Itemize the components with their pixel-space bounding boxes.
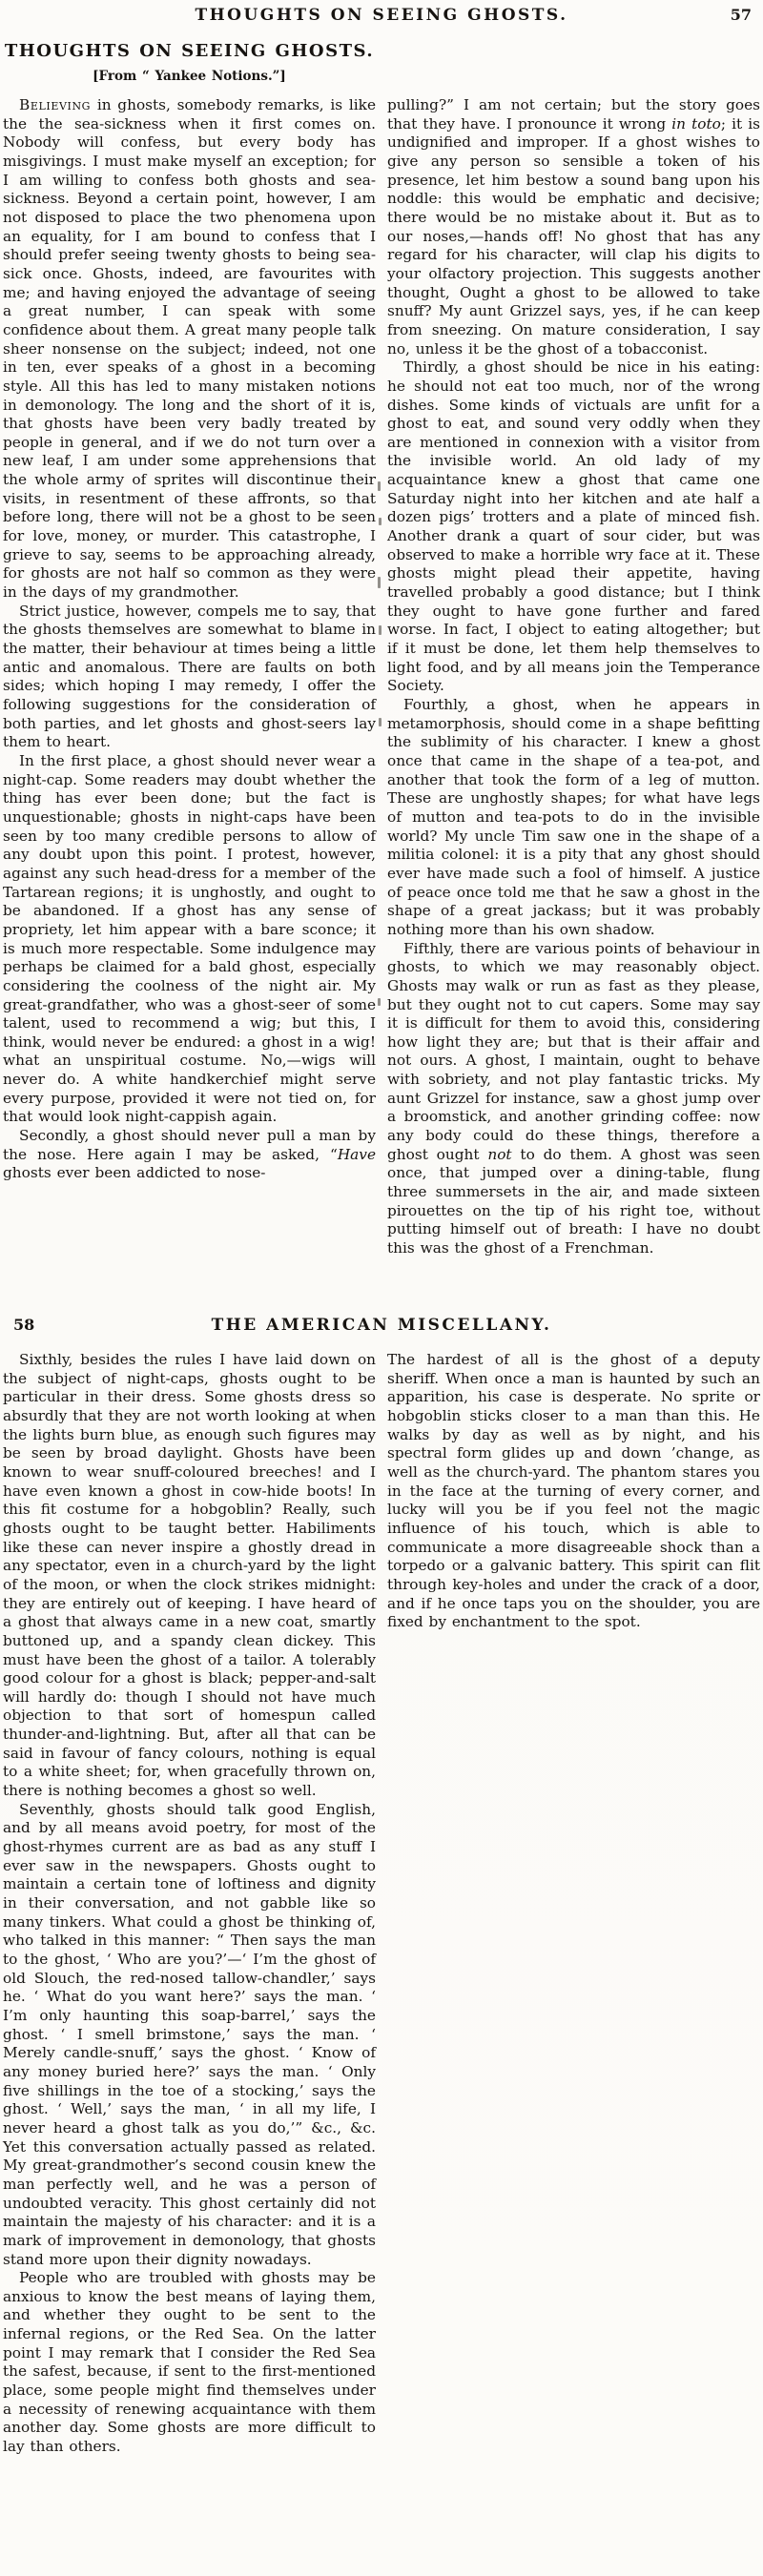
running-head [0,1273,763,1336]
source-attribution: [From “ Yankee Notions.”] [93,69,286,84]
paragraph: The hardest of all is the ghost of a deputy sheriff. When once a man is haunted by such an apparition, his case is desperate. No sprite or hobgoblin sticks closer to a man than this. He walks by day as well as by night, and his spectral form glides up and down ’change, as well as the church-yard. The phantom stares you in the face at the turning of every corner, and lucky will you be if you feel not the magic influence of his touch, which is able to communicate a more disagreeable shock than a torpedo or a galvanic battery. This spirit can flit through key-holes and under the crack of a door, and if he once taps you on the shoulder, you are fixed by enchantment to the spot. [387,1351,760,1631]
scan-artifact [379,718,382,726]
article-title: THOUGHTS ON SEEING GHOSTS. [4,41,375,61]
paragraph: In the first place, a ghost should never wear a night-cap. Some readers may doubt whether the thing has ever been done; but the fact is unquestionable; ghosts in night-caps have been seen by too many credible persons to allow of any doubt upon this point. I protest, however, against any such head-dress for a member of the Tartarean regions; it is unghostly, and ought to be abandoned. If a ghost has any sense of propriety, let him appear with a bare sconce; it is much more respectable. Some indulgence may perhaps be claimed for a bald ghost, especially considering the coolness of the night air. My great-grandfather, who was a ghost-seer of some talent, used to recommend a wig; but this, I think, would never be endured: a ghost in a wig! what an unspiritual costume. No,—wigs will never do. A white handkerchief might serve every purpose, provided it were not tied on, for that would look night-cappish again. [3,751,376,1126]
paragraph: pulling?” I am not certain; but the story goes that they have. I pronounce it wrong in toto; it is undignified and improper. If a ghost wishes to give any person so sensible a token of his presence, let him bestow a sound bang upon his noddle: this would be emphatic and decisive; there would be no mistake about it. But as to our noses,—hands off! No ghost that has any regard for his character, will clap his digits to your olfactory projection. This suggests another thought, Ought a ghost to be allowed to take snuff? My aunt Grizzel says, yes, if he can keep from sneezing. On mature consideration, I say no, unless it be the ghost of a tobacconist. [387,96,760,358]
column-text [387,96,760,1258]
paragraph: Thirdly, a ghost should be nice in his eating: he should not eat too much, nor of the wrong dishes. Some kinds of victuals are unfit for a ghost to eat, and sound very oddly when they are mentioned in connexion with a visitor from the invisible world. An old lady of my acquaintance knew a ghost that came one Saturday night into her kitchen and ate half a dozen pigs’ trotters and a plate of minced fish. Another drank a quart of sour cider, but was observed to make a horrible wry face at it. These ghosts might plead their appetite, having travelled probably a good distance; but I think they ought to have gone further and fared worse. In fact, I object to eating altogether; but if it must be done, let them help themselves to light food, and by all means join the Temperance Society. [387,358,760,695]
running-head-title: THOUGHTS ON SEEING GHOSTS. [195,6,568,25]
running-head [0,0,763,26]
page-58 [0,1273,763,2576]
page-57 [0,0,763,1273]
page-number: 57 [730,6,752,24]
paragraph: People who are troubled with ghosts may be anxious to know the best means of laying them, and whether they ought to be sent to the infernal regions, or the Red Sea. On the latter point I may remark that I consider the Red Sea the safest, because, if sent to the first-mentioned place, some people might find themselves under a necessity of renewing acquaintance with them another day. Some ghosts are more difficult to lay than others. [3,2269,376,2456]
paragraph: Strict justice, however, compels me to say, that the ghosts themselves are somewhat to blame in the matter, their behaviour at times being a little antic and anomalous. There are faults on both sides; which hoping I may remedy, I offer the following suggestions for the consideration of both parties, and let ghosts and ghost-seers lay them to heart. [3,602,376,751]
right-column [387,1351,760,2457]
column-text [3,96,376,1183]
scan-artifact [379,518,382,525]
paragraph: Secondly, a ghost should never pull a man by the nose. Here again I may be asked, “Have ghosts ever been addicted to nose- [3,1127,376,1182]
scan-artifact [378,577,381,588]
scan-artifact [379,625,382,635]
paragraph: Fifthly, there are various points of behaviour in ghosts, to which we may reasonably object. Ghosts may walk or run as fast as they please, but they ought not to cut capers. Some may say it is difficult for them to avoid this, considering how light they are; but that is their affair and not ours. A ghost, I maintain, ought to behave with sobriety, and not play fantastic tricks. My aunt Grizzel for instance, saw a ghost jump over a broomstick, and another grinding coffee: now any body could do these things, therefore a ghost ought not to do them. A ghost was seen once, that jumped over a dining-table, flung three summersets in the air, and made sixteen pirouettes on the tip of his right toe, without putting himself out of breath: I have no doubt this was the ghost of a Frenchman. [387,939,760,1257]
column-text [387,1351,760,1632]
paragraph: Seventhly, ghosts should talk good English, and by all means avoid poetry, for most of the ghost-rhymes current are as bad as any stuff I ever saw in the newspapers. Ghosts ought to maintain a certain tone of loftiness and dignity in their conversation, and not gabble like so many tinkers. What could a ghost be thinking of, who talked in this manner: “ Then says the man to the ghost, ‘ Who are you?’—‘ I’m the ghost of old Slouch, the red-nosed tallow-chandler,’ says he. ‘ What do you want here?’ says the man. ‘ I’m only haunting this soap-barrel,’ says the ghost. ‘ I smell brimstone,’ says the man. ‘ Merely candle-snuff,’ says the ghost. ‘ Know of any money buried here?’ says the man. ‘ Only five shillings in the toe of a stocking,’ says the ghost. ‘ Well,’ says the man, ‘ in all my life, I never heard a ghost talk as you do,’” &c., &c. Yet this conversation actually passed as related. My great-grandmother’s second cousin knew the man perfectly well, and he was a person of undoubted veracity. This ghost certainly did not maintain the majesty of his character: and it is a mark of improvement in demonology, that ghosts stand more upon their dignity nowadays. [3,1800,376,2268]
text-columns [0,1351,763,2457]
paragraph: Sixthly, besides the rules I have laid down on the subject of night-caps, ghosts ought to be particular in their dress. Some ghosts dress so absurdly that they are not worth looking at when the lights burn blue, as enough such figures may be seen by broad daylight. Ghosts have been known to wear snuff-coloured breeches! and I have even known a ghost in cow-hide boots! In this fit costume for a hobgoblin? Really, such ghosts ought to be taught better. Habiliments like these can never inspire a ghostly dread in any spectator, even in a church-yard by the light of the moon, or when the clock strikes midnight: they are entirely out of keeping. I have heard of a ghost that always came in a new coat, smartly buttoned up, and a spandy clean dickey. This must have been the ghost of a tailor. A tolerably good colour for a ghost is black; pepper-and-salt will hardly do: though I should not have much objection to that sort of homespun called thunder-and-lightning. But, after all that can be said in favour of fancy colours, nothing is equal to a white sheet; for, when gracefully thrown on, there is nothing becomes a ghost so well. [3,1351,376,1800]
scan-artifact [378,998,381,1006]
scan-artifact [378,481,381,491]
left-column [3,33,376,1258]
paragraph: Fourthly, a ghost, when he appears in metamorphosis, should come in a shape befitting the sublimity of his character. I knew a ghost once that came in the shape of a tea-pot, and another that took the form of a leg of mutton. These are unghostly shapes; for what have legs of mutton and tea-pots to do in the invisible world? My uncle Tim saw one in the shape of a militia colonel: it is a pity that any ghost should ever have made such a fool of himself. A justice of peace once told me that he saw a ghost in the shape of a great jackass; but it was probably nothing more than his own shadow. [387,696,760,938]
text-columns [0,33,763,1258]
left-column [3,1351,376,2457]
paragraph: Believing in ghosts, somebody remarks, is like the the sea-sickness when it first comes on. Nobody will confess, but every body has misgivings. I must make myself an exception; for I am willing to confess both ghosts and sea-sickness. Beyond a certain point, however, I am not disposed to place the two phenomena upon an equality, for I am bound to confess that I should prefer seeing twenty ghosts to being sea-sick once. Ghosts, indeed, are favourites with me; and having enjoyed the advantage of seeing a great number, I can speak with some confidence about them. A great many people talk sheer nonsense on the subject; indeed, not one in ten, ever speaks of a ghost in a becoming style. All this has led to many mistaken notions in demonology. The long and the short of it is, that ghosts have been very badly treated by people in general, and if we do not turn over a new leaf, I am under some apprehensions that the whole army of sprites will discontinue their visits, in resentment of these affronts, so that before long, there will not be a ghost to be seen for love, money, or murder. This catastrophe, I grieve to say, seems to be approaching already, for ghosts are not half so common as they were in the days of my grandmother. [3,96,376,602]
page-number: 58 [13,1316,35,1334]
running-head-title: THE AMERICAN MISCELLANY. [211,1316,552,1335]
column-text [3,1351,376,2457]
smallcaps-lead: Believing [19,96,92,113]
right-column [387,33,760,1258]
